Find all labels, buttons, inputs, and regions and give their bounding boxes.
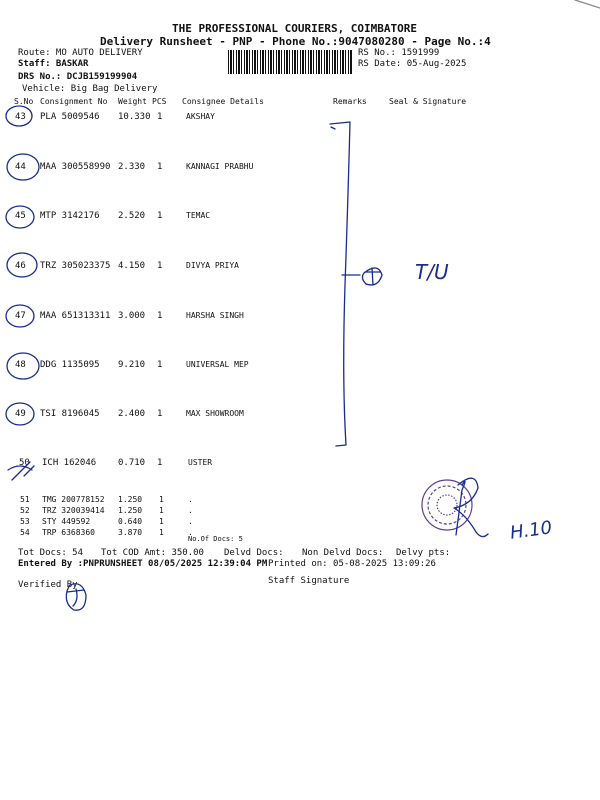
small-row-consignee: . bbox=[188, 517, 193, 526]
small-row-pcs: 1 bbox=[159, 528, 164, 537]
small-row-weight: 0.640 bbox=[118, 517, 143, 526]
seal-signature bbox=[454, 478, 488, 536]
printed-on: Printed on: 05-08-2025 13:09:26 bbox=[268, 559, 436, 569]
tot-cod: Tot COD Amt: 350.00 bbox=[101, 548, 204, 558]
small-row-consignment: TRP 6368360 bbox=[42, 528, 95, 537]
row-pcs: 1 bbox=[157, 261, 163, 271]
rs-number: RS No.: 1591999 bbox=[358, 48, 440, 58]
delvd-docs: Delvd Docs: bbox=[224, 548, 284, 558]
tot-docs: Tot Docs: 54 bbox=[18, 548, 84, 558]
delvy-pts: Delvy pts: bbox=[396, 548, 451, 558]
row-consignee: MAX SHOWROOM bbox=[186, 409, 244, 418]
handwritten-note: H.10 bbox=[508, 517, 554, 544]
drs-number: DRS No.: DCJB159199904 bbox=[18, 72, 138, 82]
row-pcs: 1 bbox=[157, 211, 163, 221]
small-row-consignment: STY 449592 bbox=[42, 517, 91, 526]
row-weight: 2.520 bbox=[118, 211, 146, 221]
small-row-consignment: TRZ 320039414 bbox=[42, 506, 105, 515]
row-consignment: MAA 651313311 bbox=[40, 311, 111, 321]
small-row-weight: 3.870 bbox=[118, 528, 143, 537]
runsheet-title: Delivery Runsheet - PNP - Phone No.:9047080280 - Page No.:4 bbox=[100, 35, 491, 48]
small-row-pcs: 1 bbox=[159, 517, 164, 526]
small-row-pcs: 1 bbox=[159, 506, 164, 515]
row-consignee: USTER bbox=[188, 458, 213, 467]
col-consignee: Consignee Details bbox=[182, 97, 264, 106]
row-consignment: MTP 3142176 bbox=[40, 211, 100, 221]
entered-by: Entered By :PNPRUNSHEET 08/05/2025 12:39:04 PM bbox=[18, 559, 268, 569]
row-sno: 48 bbox=[15, 360, 26, 370]
bracket-start-mark bbox=[331, 127, 335, 129]
non-delvd-docs: Non Delvd Docs: bbox=[302, 548, 384, 558]
row-consignment: MAA 300558990 bbox=[40, 162, 111, 172]
row-sno: 49 bbox=[15, 409, 26, 419]
row-sno: 45 bbox=[15, 211, 26, 221]
staff-label: Staff: BASKAR bbox=[18, 59, 89, 69]
row-weight: 2.330 bbox=[118, 162, 146, 172]
col-sno: S.No bbox=[14, 97, 34, 106]
handwritten-remark: T/U bbox=[415, 260, 449, 284]
col-seal: Seal & Signature bbox=[389, 97, 467, 106]
small-row-weight: 1.250 bbox=[118, 495, 143, 504]
row-consignee: DIVYA PRIYA bbox=[186, 261, 239, 270]
small-row-pcs: 1 bbox=[159, 495, 164, 504]
row-sno: 44 bbox=[15, 162, 26, 172]
col-pcs: PCS bbox=[152, 97, 167, 106]
row-sno: 43 bbox=[15, 112, 26, 122]
row-consignment: TRZ 305023375 bbox=[40, 261, 111, 271]
row-pcs: 1 bbox=[157, 360, 163, 370]
col-consignment: Consignment No bbox=[40, 97, 108, 106]
col-remarks: Remarks bbox=[333, 97, 367, 106]
route-label: Route: MO AUTO DELIVERY bbox=[18, 48, 143, 58]
row-sno: 47 bbox=[15, 311, 26, 321]
row-sno: 46 bbox=[15, 261, 26, 271]
vehicle-label: Vehicle: Big Bag Delivery bbox=[22, 84, 158, 94]
small-row-weight: 1.250 bbox=[118, 506, 143, 515]
small-row-consignee: . bbox=[188, 506, 193, 515]
small-row-consignee: . bbox=[188, 495, 193, 504]
small-row-sno: 51 bbox=[20, 495, 30, 504]
row-consignee: HARSHA SINGH bbox=[186, 311, 244, 320]
row-consignee: AKSHAY bbox=[186, 112, 215, 121]
row-weight: 10.330 bbox=[118, 112, 151, 122]
remarks-bracket bbox=[330, 122, 350, 446]
small-row-sno: 53 bbox=[20, 517, 30, 526]
row-weight: 9.210 bbox=[118, 360, 146, 370]
delivery-seal bbox=[422, 480, 472, 530]
no-of-docs: No.Of Docs: 5 bbox=[188, 535, 243, 543]
company-title: THE PROFESSIONAL COURIERS, COIMBATORE bbox=[172, 22, 418, 35]
row-pcs: 1 bbox=[157, 458, 163, 468]
corner-stroke bbox=[575, 0, 600, 8]
small-row-sno: 54 bbox=[20, 528, 30, 537]
row-weight: 3.000 bbox=[118, 311, 146, 321]
verified-by-label: Verified By bbox=[18, 580, 78, 590]
col-weight: Weight bbox=[118, 97, 147, 106]
row-sno: 50 bbox=[19, 458, 30, 468]
small-row-consignee: . bbox=[188, 528, 193, 537]
row-consignee: TEMAC bbox=[186, 211, 211, 220]
row-consignment: PLA 5009546 bbox=[40, 112, 100, 122]
row-consignee: UNIVERSAL MEP bbox=[186, 360, 249, 369]
row-pcs: 1 bbox=[157, 311, 163, 321]
row-consignee: KANNAGI PRABHU bbox=[186, 162, 254, 171]
barcode bbox=[228, 50, 352, 74]
staff-signature-label: Staff Signature bbox=[268, 576, 350, 586]
row-pcs: 1 bbox=[157, 409, 163, 419]
row-consignment: DDG 1135095 bbox=[40, 360, 100, 370]
row-consignment: ICH 162046 bbox=[42, 458, 97, 468]
row-weight: 2.400 bbox=[118, 409, 146, 419]
remarks-initial bbox=[362, 268, 382, 285]
small-row-sno: 52 bbox=[20, 506, 30, 515]
row-pcs: 1 bbox=[157, 112, 163, 122]
rs-date: RS Date: 05-Aug-2025 bbox=[358, 59, 467, 69]
row-pcs: 1 bbox=[157, 162, 163, 172]
row-weight: 4.150 bbox=[118, 261, 146, 271]
row-weight: 0.710 bbox=[118, 458, 146, 468]
small-row-consignment: TMG 200778152 bbox=[42, 495, 105, 504]
row-consignment: TSI 8196045 bbox=[40, 409, 100, 419]
